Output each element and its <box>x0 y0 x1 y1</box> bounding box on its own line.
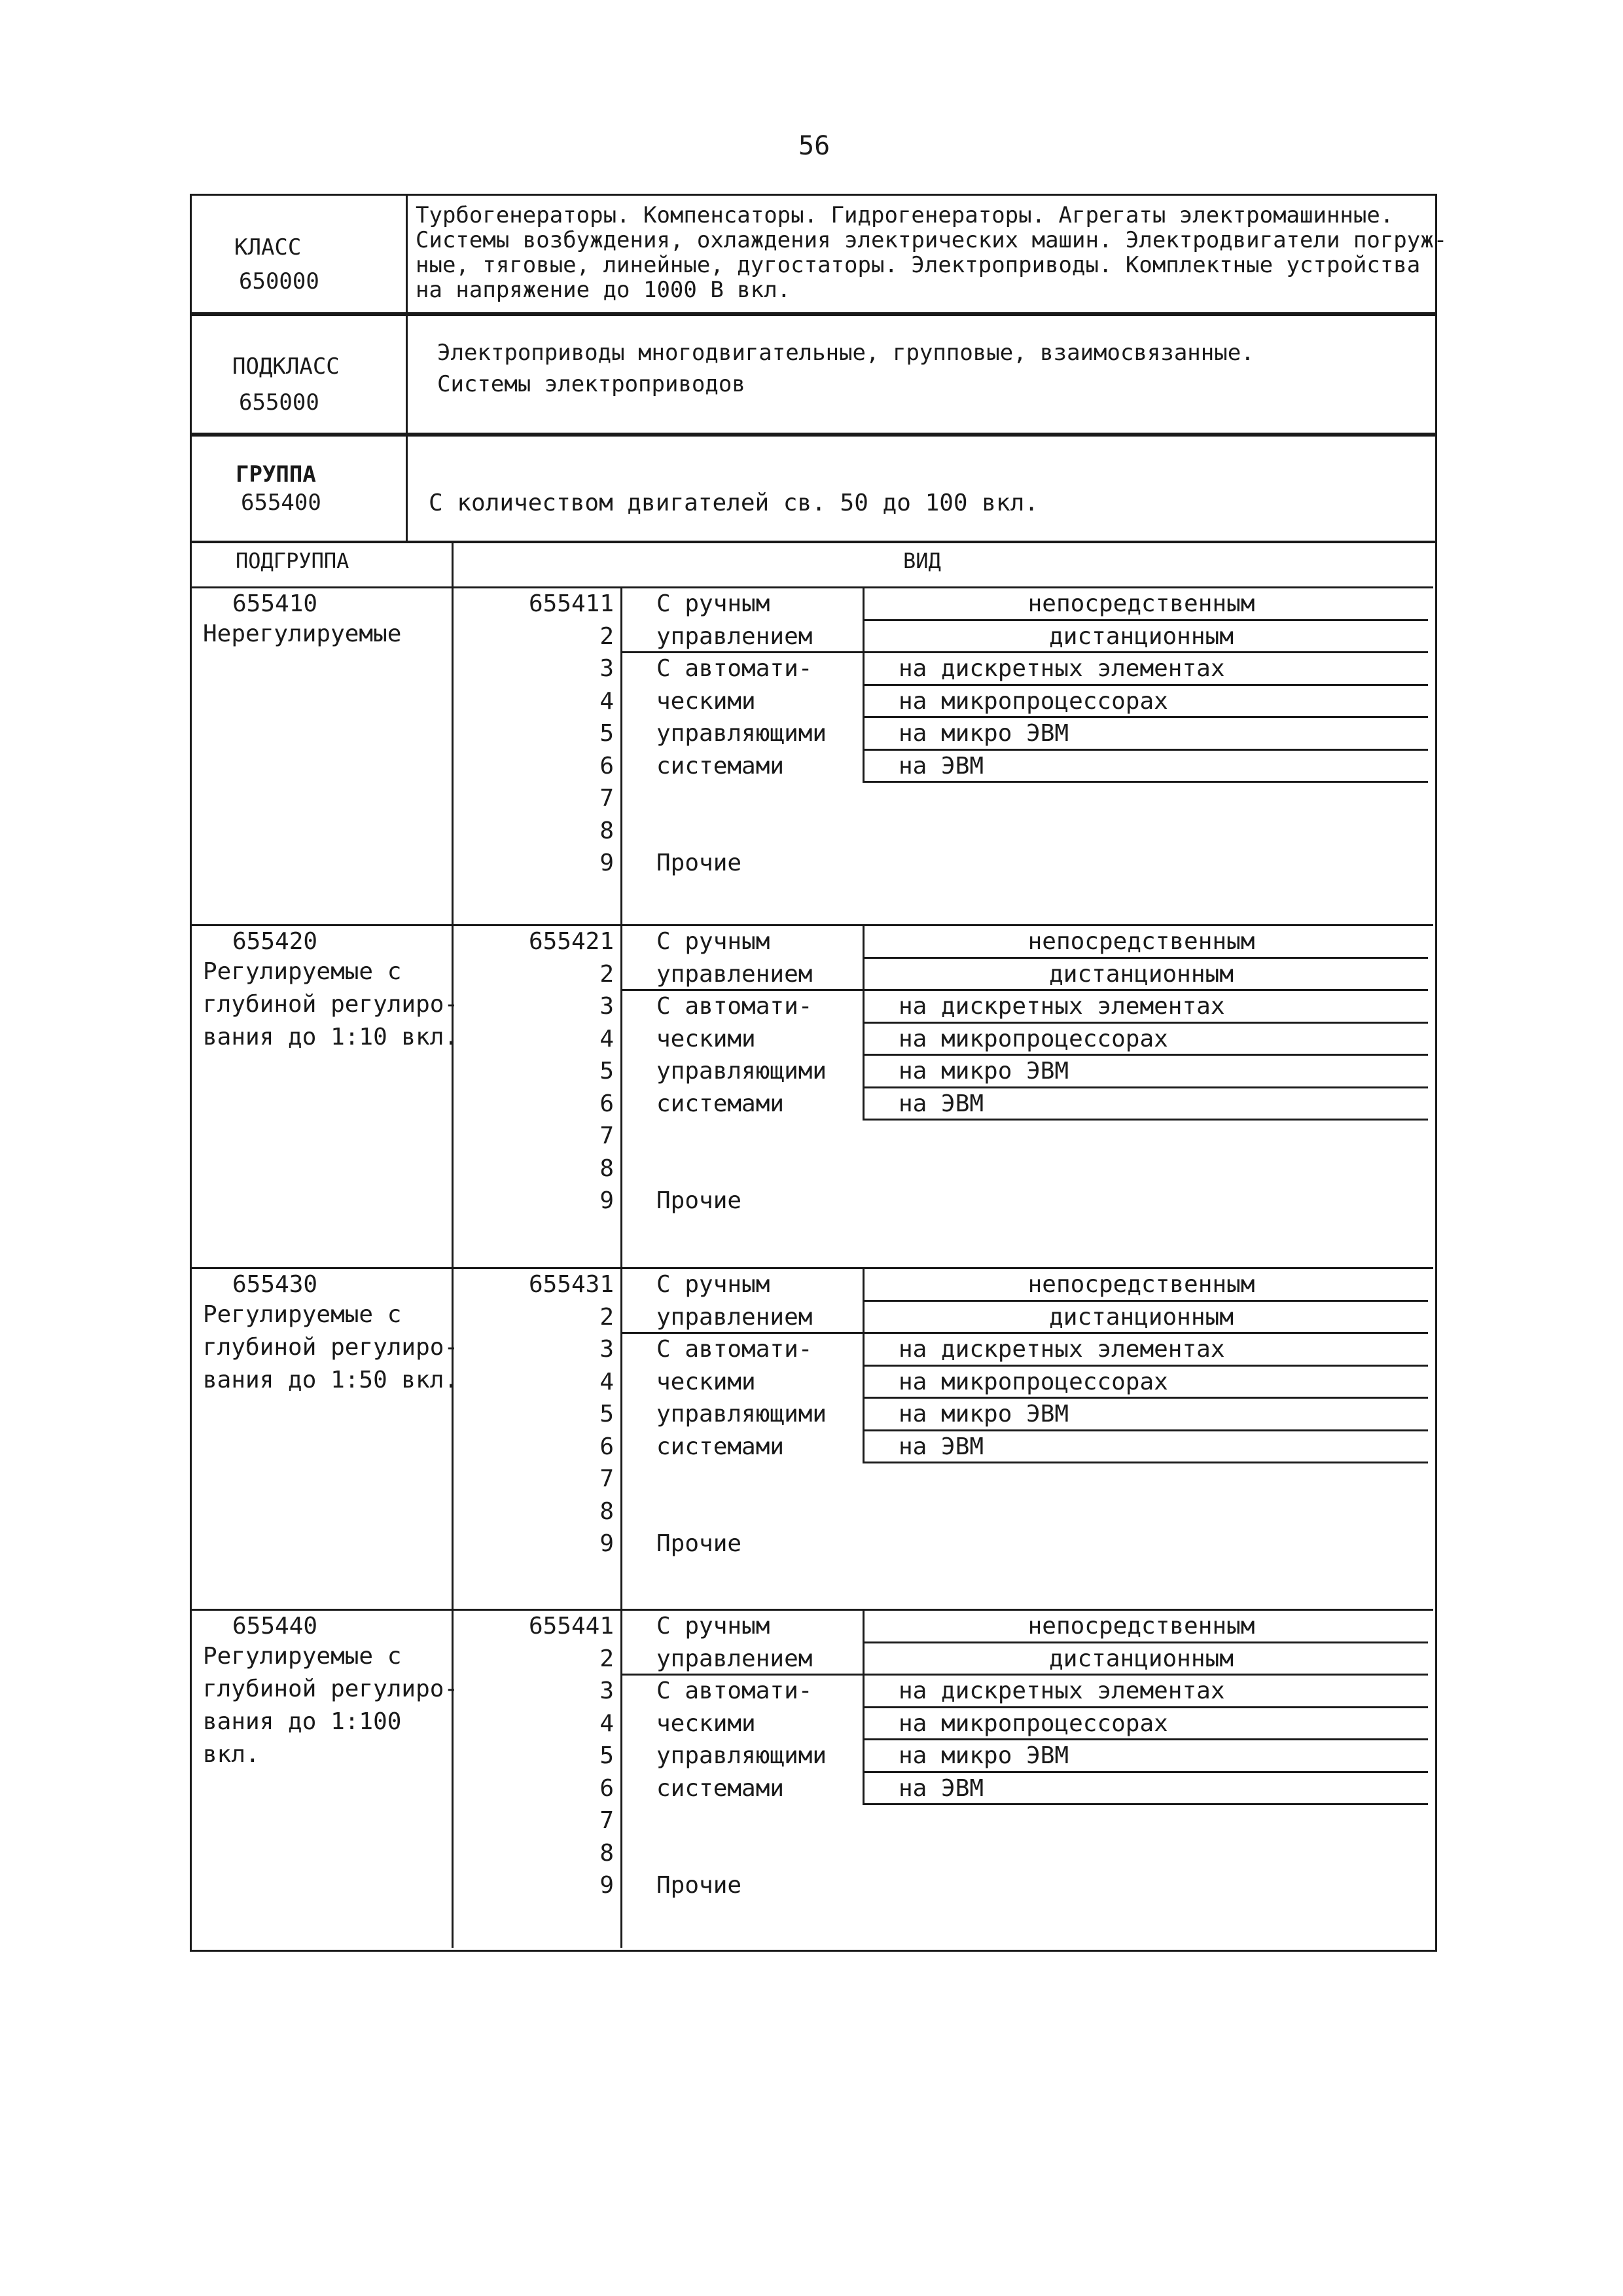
group-code: 655400 <box>241 490 321 516</box>
type-number: 3 <box>599 655 614 682</box>
type-row-line <box>863 1119 1428 1121</box>
type-number: 2 <box>599 1303 614 1331</box>
class-desc-line-2: Системы возбуждения, охлаждения электрических машин. Электродвигатели погруж- <box>416 227 1448 253</box>
auto-category-line: управляющими <box>656 1401 827 1427</box>
subgroup-code: 655430 <box>232 1271 318 1298</box>
type-row-line <box>863 1803 1428 1805</box>
type-number: 4 <box>599 1368 614 1395</box>
type-row-line <box>863 1054 1428 1056</box>
manual-category-line: С ручным <box>656 1613 770 1640</box>
page-number: 56 <box>798 131 830 161</box>
other-type: Прочие <box>656 850 742 876</box>
auto-type: на ЭВМ <box>899 1433 984 1460</box>
type-number: 2 <box>599 960 614 988</box>
type-row-line <box>863 989 1428 991</box>
manual-type: непосредственным <box>1027 590 1255 617</box>
type-row-line <box>863 651 1428 653</box>
block-divider <box>190 924 1433 926</box>
auto-category-line: системами <box>656 752 785 780</box>
category-row-line <box>620 1332 863 1334</box>
auto-category-line: ческими <box>656 1710 756 1737</box>
subgroup-desc-line: глубиной регулиро- <box>203 991 459 1018</box>
auto-category-line: С автомати- <box>656 1677 813 1704</box>
type-number: 7 <box>599 1122 614 1149</box>
subgroup-desc-line: вания до 1:50 вкл. <box>203 1367 459 1393</box>
other-type: Прочие <box>656 1872 742 1899</box>
subgroup-desc-line: вания до 1:10 вкл. <box>203 1024 459 1050</box>
subgroup-code: 655440 <box>232 1613 318 1640</box>
type-number: 4 <box>599 687 614 715</box>
subgroup-header: ПОДГРУППА <box>236 548 349 573</box>
auto-type: на микропроцессорах <box>899 687 1168 715</box>
vid-header: ВИД <box>903 548 941 573</box>
type-number: 2 <box>599 622 614 650</box>
type-row-line <box>863 1706 1428 1708</box>
category-row-line <box>620 651 863 653</box>
type-number: 6 <box>599 1774 614 1802</box>
other-type: Прочие <box>656 1187 742 1214</box>
class-desc-line-1: Турбогенераторы. Компенсаторы. Гидрогенераторы. Агрегаты электромашинные. <box>416 202 1394 228</box>
auto-type: на ЭВМ <box>899 1090 984 1117</box>
auto-type: на дискретных элементах <box>899 1677 1225 1704</box>
type-row-line <box>863 1300 1428 1302</box>
type-number: 5 <box>599 1058 614 1085</box>
auto-category-line: С автомати- <box>656 1336 813 1363</box>
type-row-line <box>863 1022 1428 1024</box>
type-number: 4 <box>599 1025 614 1052</box>
manual-category-line: управлением <box>656 960 813 988</box>
subgroup-desc-line: вкл. <box>203 1741 260 1768</box>
type-number: 9 <box>599 850 614 876</box>
manual-type: дистанционным <box>1049 1303 1234 1331</box>
type-number: 7 <box>599 1807 614 1834</box>
type-row-line <box>863 1771 1428 1773</box>
type-number: 3 <box>599 993 614 1020</box>
auto-type: на дискретных элементах <box>899 993 1225 1020</box>
subclass-desc-line-2: Системы электроприводов <box>437 371 745 397</box>
manual-type: непосредственным <box>1027 928 1255 955</box>
manual-category-line: управлением <box>656 622 813 650</box>
subclass-desc-line-1: Электроприводы многодвигательные, групповые, взаимосвязанные. <box>437 340 1255 366</box>
type-number: 8 <box>599 817 614 844</box>
auto-category-line: системами <box>656 1433 785 1460</box>
type-number: 5 <box>599 1401 614 1427</box>
auto-type: на дискретных элементах <box>899 655 1225 682</box>
group-label: ГРУППА <box>236 461 316 488</box>
type-row-line <box>863 781 1428 783</box>
type-row-line <box>863 619 1428 621</box>
type-number: 6 <box>599 752 614 780</box>
auto-type: на микропроцессорах <box>899 1025 1168 1052</box>
type-number: 6 <box>599 1090 614 1117</box>
auto-category-line: управляющими <box>656 1058 827 1085</box>
subgroup-desc-line: Регулируемые с <box>203 1301 402 1328</box>
auto-type: на микро ЭВМ <box>899 1742 1069 1769</box>
type-row-line <box>863 1429 1428 1431</box>
auto-type: на микро ЭВМ <box>899 1401 1069 1427</box>
type-code: 655431 <box>528 1271 614 1298</box>
group-block <box>190 435 1437 543</box>
group-description: С количеством двигателей св. 50 до 100 вкл. <box>429 490 1039 516</box>
type-number: 5 <box>599 720 614 747</box>
other-type: Прочие <box>656 1530 742 1557</box>
type-number: 2 <box>599 1645 614 1672</box>
type-row-line <box>863 1397 1428 1399</box>
auto-category-line: ческими <box>656 1368 756 1395</box>
subclass-block <box>190 314 1437 435</box>
auto-category-line: С автомати- <box>656 993 813 1020</box>
type-row-line <box>863 1738 1428 1740</box>
subclass-code: 655000 <box>239 389 319 416</box>
subgroup-desc-line: глубиной регулиро- <box>203 1334 459 1361</box>
auto-category-line: С автомати- <box>656 655 813 682</box>
class-code: 650000 <box>239 268 319 295</box>
manual-type: дистанционным <box>1049 622 1234 650</box>
type-row-line <box>863 1674 1428 1676</box>
block-divider <box>190 1267 1433 1269</box>
type-number: 7 <box>599 1465 614 1492</box>
type-row-line <box>863 749 1428 751</box>
auto-category-line: системами <box>656 1774 785 1802</box>
type-code: 655411 <box>528 590 614 617</box>
type-row-line <box>863 1641 1428 1643</box>
type-number: 8 <box>599 1839 614 1867</box>
type-row-line <box>863 1332 1428 1334</box>
manual-type: непосредственным <box>1027 1613 1255 1640</box>
subclass-label: ПОДКЛАСС <box>232 353 340 380</box>
manual-category-line: управлением <box>656 1645 813 1672</box>
type-number: 7 <box>599 785 614 812</box>
auto-category-line: управляющими <box>656 1742 827 1769</box>
block-divider <box>190 1609 1433 1611</box>
auto-category-line: ческими <box>656 687 756 715</box>
manual-category-line: С ручным <box>656 928 770 955</box>
category-row-line <box>620 1674 863 1676</box>
auto-type: на ЭВМ <box>899 1774 984 1802</box>
auto-category-line: управляющими <box>656 720 827 747</box>
subgroup-desc-line: глубиной регулиро- <box>203 1676 459 1702</box>
manual-type: дистанционным <box>1049 960 1234 988</box>
subgroup-code: 655420 <box>232 928 318 955</box>
auto-type: на микро ЭВМ <box>899 1058 1069 1085</box>
category-row-line <box>620 989 863 991</box>
class-desc-line-3: ные, тяговые, линейные, дугостаторы. Электроприводы. Комплектные устройства <box>416 252 1421 278</box>
type-number: 6 <box>599 1433 614 1460</box>
subgroup-desc-line: Нерегулируемые <box>203 620 402 647</box>
type-row-line <box>863 1365 1428 1367</box>
type-number: 9 <box>599 1530 614 1557</box>
header-divider <box>190 586 1433 588</box>
type-row-line <box>863 716 1428 718</box>
type-code: 655441 <box>528 1613 614 1640</box>
subgroup-code: 655410 <box>232 590 318 617</box>
type-number: 8 <box>599 1498 614 1525</box>
type-number: 9 <box>599 1187 614 1214</box>
auto-type: на микро ЭВМ <box>899 720 1069 747</box>
type-number: 3 <box>599 1677 614 1704</box>
auto-category-line: системами <box>656 1090 785 1117</box>
type-row-line <box>863 1086 1428 1088</box>
subgroup-desc-line: Регулируемые с <box>203 958 402 985</box>
class-label: КЛАСС <box>234 234 302 260</box>
manual-category-line: С ручным <box>656 590 770 617</box>
type-number: 5 <box>599 1742 614 1769</box>
type-row-line <box>863 1462 1428 1463</box>
auto-type: на дискретных элементах <box>899 1336 1225 1363</box>
type-number: 4 <box>599 1710 614 1737</box>
subgroup-desc-line: Регулируемые с <box>203 1643 402 1670</box>
auto-category-line: ческими <box>656 1025 756 1052</box>
manual-category-line: управлением <box>656 1303 813 1331</box>
manual-type: дистанционным <box>1049 1645 1234 1672</box>
subgroup-divider <box>452 541 454 1948</box>
manual-category-line: С ручным <box>656 1271 770 1298</box>
subgroup-desc-line: вания до 1:100 <box>203 1708 402 1735</box>
type-row-line <box>863 957 1428 959</box>
class-desc-line-4: на напряжение до 1000 В вкл. <box>416 277 791 303</box>
auto-type: на микропроцессорах <box>899 1710 1168 1737</box>
type-number: 9 <box>599 1872 614 1899</box>
type-code: 655421 <box>528 928 614 955</box>
manual-type: непосредственным <box>1027 1271 1255 1298</box>
type-number: 8 <box>599 1155 614 1182</box>
type-row-line <box>863 684 1428 686</box>
auto-type: на микропроцессорах <box>899 1368 1168 1395</box>
type-number: 3 <box>599 1336 614 1363</box>
auto-type: на ЭВМ <box>899 752 984 780</box>
